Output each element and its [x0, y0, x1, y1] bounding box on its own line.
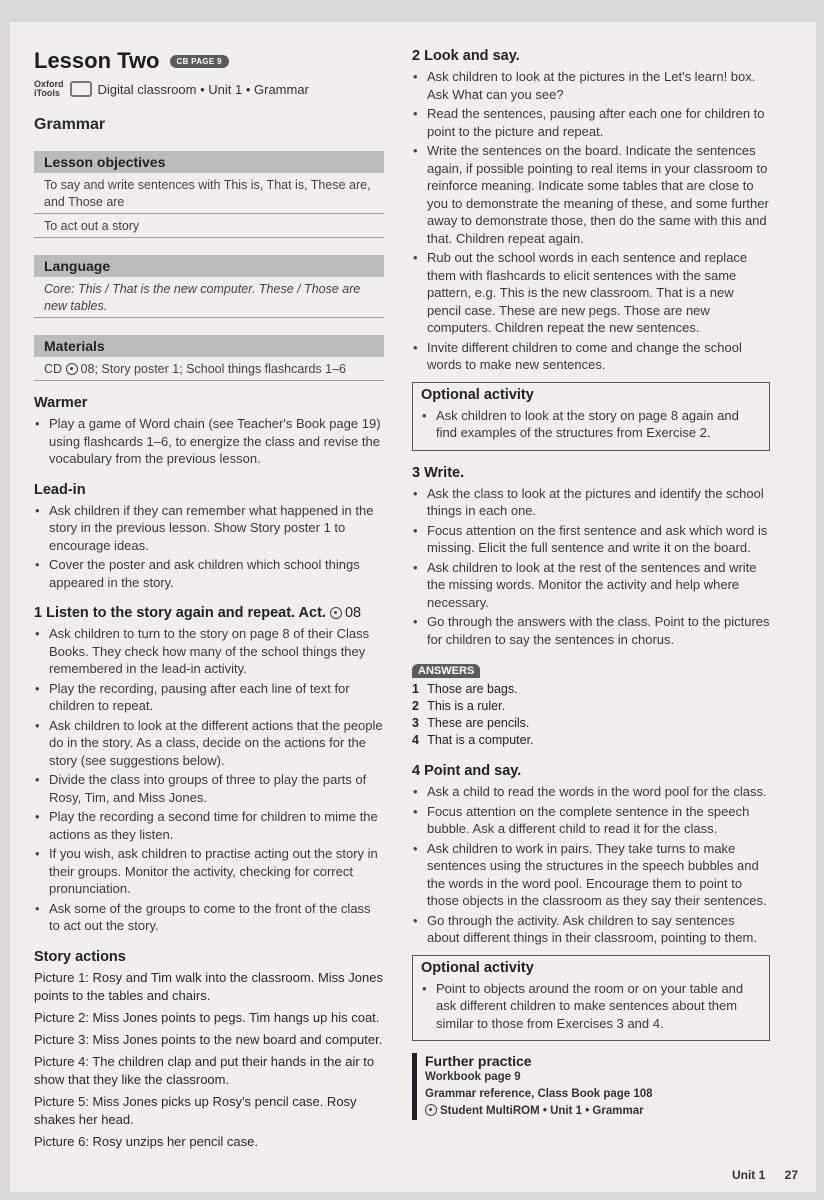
- objectives-heading: Lesson objectives: [34, 151, 384, 173]
- further-line: Workbook page 9: [425, 1071, 521, 1083]
- leadin-list: [34, 502, 384, 592]
- list-item: • Write the sentences on the board. Indicate the sentences again, if possible pointing to real items in your classroom to reinforce meaning. Indicate some tables that are close to you to demonstrate the meaning of these, and some further away to demonstrate those, then do the same with this and that. Children repeat again.: [412, 142, 770, 247]
- materials-panel: [34, 332, 384, 381]
- materials-prefix: CD: [44, 362, 63, 376]
- materials-heading: Materials: [34, 335, 384, 357]
- language-heading: Language: [34, 255, 384, 277]
- ex1-title-text: 1 Listen to the story again and repeat. Act.: [34, 605, 326, 621]
- itools-logo-bottom: iTools: [34, 88, 60, 98]
- disc-icon: [425, 1104, 437, 1116]
- answer-number: 3: [412, 716, 419, 730]
- optional-activity-list: [421, 980, 761, 1033]
- materials-text: 08; Story poster 1; School things flashcards 1–6: [80, 362, 346, 376]
- list-item: • Point to objects around the room or on your table and ask different children to make sentences about them similar to those from Exercises 3 and 4.: [421, 980, 761, 1033]
- list-item: • Play a game of Word chain (see Teacher's Book page 19) using flashcards 1–6, to energize the class and revise the vocabulary from the previous lesson.: [34, 415, 384, 468]
- answer-number: 2: [412, 699, 419, 713]
- list-item: • Focus attention on the complete sentence in the speech bubble. Ask a different child to read it for the class.: [412, 803, 770, 838]
- objective-item: To act out a story: [34, 214, 384, 238]
- list-item: • Ask children to work in pairs. They take turns to make sentences using the structures in the speech bubbles and the words in the word pool. Encourage them to point to those objects in the classroom as they say their sentences.: [412, 840, 770, 910]
- optional-activity-box-2: [412, 955, 770, 1042]
- ex1-title: [34, 605, 384, 621]
- ex4-list: [412, 783, 770, 947]
- left-column: [34, 48, 384, 1151]
- ex3-title: 3 Write.: [412, 464, 465, 481]
- list-item: • Cover the poster and ask children which school things appeared in the story.: [34, 556, 384, 591]
- story-item: Picture 3: Miss Jones points to the new board and computer.: [34, 1031, 383, 1047]
- list-item: • Ask children to look at the rest of the sentences and write the missing words. Monitor the activity and help where necessary.: [412, 559, 770, 612]
- page-number: 27: [784, 1168, 798, 1182]
- optional-activity-box: [412, 382, 770, 451]
- optional-activity-title: Optional activity: [421, 386, 534, 403]
- itools-logo-top: Oxford: [34, 79, 64, 89]
- list-item: • Ask children to look at the different actions that the people do in the story. As a class, decide on the actions for the story (see suggestions below).: [34, 717, 384, 770]
- answers-list: [412, 681, 770, 749]
- list-item: • Ask children to turn to the story on page 8 of their Class Books. They check how many of the school things they remembered in the lead-in activity.: [34, 625, 384, 678]
- right-column: [412, 48, 770, 1120]
- list-item: • Play the recording a second time for children to mime the actions as they listen.: [34, 808, 384, 843]
- story-item: Picture 4: The children clap and put their hands in the air to show that they like the classroom.: [34, 1053, 375, 1087]
- list-item: • Read the sentences, pausing after each one for children to point to the picture and repeat.: [412, 105, 770, 140]
- story-item: Picture 1: Rosy and Tim walk into the classroom. Miss Jones points to the tables and chairs.: [34, 969, 383, 1003]
- itools-line: [34, 80, 384, 98]
- answers-badge: ANSWERS: [412, 664, 480, 678]
- list-item: • Rub out the school words in each sentence and replace them with flashcards to elicit sentences with the same pattern, e.g. This is the new classroom. That is a new pencil case. These are new pegs. Those are new computers. Children repeat the new sentences.: [412, 249, 770, 337]
- language-panel: [34, 252, 384, 318]
- list-item: • Go through the activity. Ask children to say sentences about different things in their classroom, pointing to them.: [412, 912, 770, 947]
- list-item: • Ask children if they can remember what happened in the story in the previous lesson. Show Story poster 1 to encourage ideas.: [34, 502, 384, 555]
- story-item: Picture 2: Miss Jones points to pegs. Tim hangs up his coat.: [34, 1009, 380, 1025]
- further-practice: [412, 1053, 770, 1120]
- ex2-list: [412, 68, 770, 374]
- itools-text: Digital classroom • Unit 1 • Grammar: [97, 81, 309, 97]
- optional-activity-title: Optional activity: [421, 959, 534, 976]
- list-item: • Ask some of the groups to come to the front of the class to act out the story.: [34, 900, 384, 935]
- lesson-title: Lesson Two: [34, 48, 160, 73]
- answer-row: [412, 698, 770, 715]
- list-item: • Go through the answers with the class. Point to the pictures for children to say the sentences in chorus.: [412, 613, 770, 648]
- itools-logo: [34, 80, 64, 98]
- further-practice-title: Further practice: [425, 1053, 532, 1069]
- page-footer: [716, 1168, 798, 1182]
- materials-row: [34, 357, 384, 381]
- textbook-page: [10, 22, 816, 1192]
- section-title-grammar: Grammar: [34, 116, 106, 133]
- ex1-track: 08: [344, 605, 362, 621]
- story-actions-title: Story actions: [34, 948, 126, 965]
- list-item: • Focus attention on the first sentence and ask which word is missing. Elicit the full sentence and write it on the board.: [412, 522, 770, 557]
- answer-row: [412, 732, 770, 749]
- cd-icon: [66, 363, 78, 375]
- ex4-title: 4 Point and say.: [412, 763, 522, 779]
- answer-row: [412, 681, 770, 698]
- ex3-list: [412, 485, 770, 649]
- cb-page-badge: CB PAGE 9: [170, 55, 229, 68]
- list-item: • Ask the class to look at the pictures and identify the school things in each one.: [412, 485, 770, 520]
- list-item: • Divide the class into groups of three to play the parts of Rosy, Tim, and Miss Jones.: [34, 771, 384, 806]
- ex1-list: [34, 625, 384, 935]
- leadin-title: Lead-in: [34, 481, 86, 498]
- answer-text: This is a ruler.: [427, 699, 506, 713]
- warmer-list: [34, 415, 384, 468]
- list-item: • Invite different children to come and change the school words to make new sentences.: [412, 339, 770, 374]
- further-line: [425, 1103, 770, 1120]
- footer-unit: Unit 1: [731, 1168, 766, 1182]
- language-core: Core: This / That is the new computer. These / Those are new tables.: [34, 277, 384, 318]
- answer-text: These are pencils.: [427, 716, 530, 730]
- story-actions: [34, 969, 384, 1151]
- list-item: • Ask children to look at the story on page 8 again and find examples of the structures from Exercise 2.: [421, 407, 761, 442]
- warmer-title: Warmer: [34, 395, 88, 411]
- answer-row: [412, 715, 770, 732]
- answer-number: 1: [412, 682, 419, 696]
- list-item: • If you wish, ask children to practise acting out the story in their groups. Monitor the activity, checking for correct pronunciation.: [34, 845, 384, 898]
- ex2-title: 2 Look and say.: [412, 48, 520, 64]
- screen-icon: [70, 81, 92, 97]
- story-item: Picture 5: Miss Jones picks up Rosy's pencil case. Rosy shakes her head.: [34, 1093, 357, 1127]
- answer-number: 4: [412, 733, 419, 747]
- lesson-header: [34, 48, 384, 74]
- list-item: • Ask a child to read the words in the word pool for the class.: [412, 783, 770, 801]
- answer-text: Those are bags.: [427, 682, 518, 696]
- cd-icon: [330, 607, 342, 619]
- objective-item: To say and write sentences with This is, That is, These are, and Those are: [34, 173, 384, 214]
- answer-text: That is a computer.: [427, 733, 534, 747]
- objectives-panel: [34, 148, 384, 238]
- list-item: • Ask children to look at the pictures in the Let's learn! box. Ask What can you see?: [412, 68, 770, 103]
- further-line-text: Student MultiROM • Unit 1 • Grammar: [440, 1105, 644, 1117]
- list-item: • Play the recording, pausing after each line of text for children to repeat.: [34, 680, 384, 715]
- story-item: Picture 6: Rosy unzips her pencil case.: [34, 1133, 258, 1149]
- optional-activity-list: [421, 407, 761, 442]
- further-line: Grammar reference, Class Book page 108: [425, 1088, 653, 1100]
